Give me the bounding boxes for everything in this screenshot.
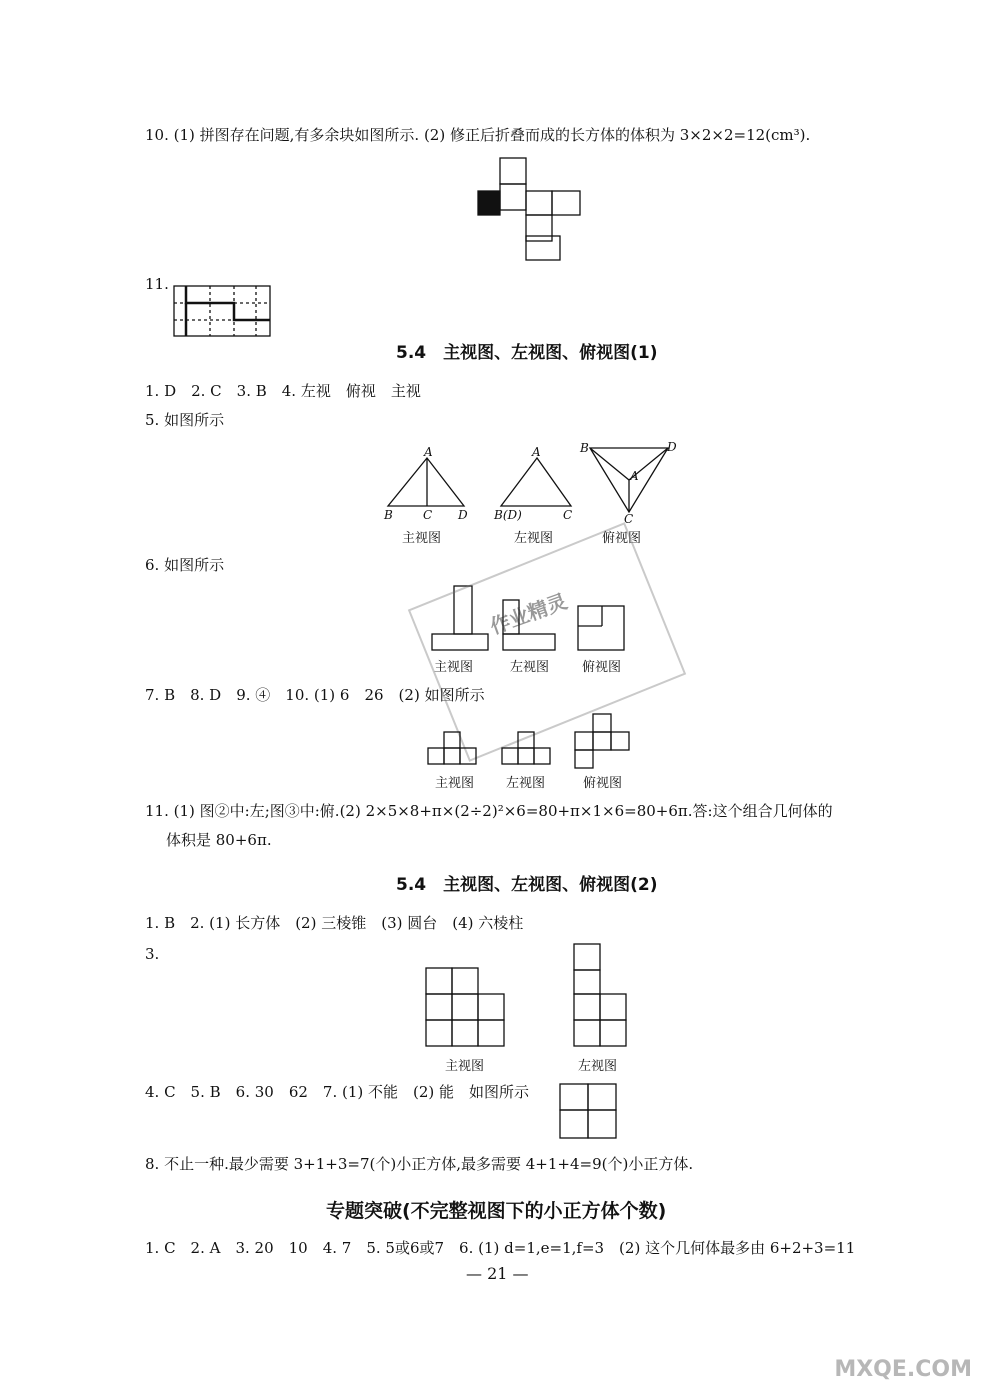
net-figure [478,158,588,260]
caption-left-2: 左视图 [510,660,550,675]
answers-2-4-7: 4. C 5. B 6. 30 62 7. (1) 不能 (2) 能 如图所示 [145,1083,530,1101]
caption-left-3: 左视图 [506,776,546,791]
answer-6: 6. 如图所示 [145,556,225,574]
front-view-triangle [388,458,466,508]
caption-front-3: 主视图 [435,776,475,791]
caption-top-1: 俯视图 [602,531,642,546]
stamp-border [408,522,686,762]
point-c-3: C [624,512,634,526]
caption-left-1: 左视图 [514,531,554,546]
q10-front-view [428,732,488,768]
answers-7-10: 7. B 8. D 9. ④ 10. (1) 6 26 (2) 如图所示 [145,686,485,704]
answer-2-3: 3. [145,945,160,963]
q3-front-view [426,944,510,1050]
section-title-3: 专题突破(不完整视图下的小正方体个数) [326,1200,667,1222]
q10-left-view [502,732,558,768]
answer-11b-line1: 11. (1) 图②中:左;图③中:俯.(2) 2×5×8+π×(2÷2)²×6=80+π×1×6=80+6π.答:这个组合几何体的 [145,802,833,820]
point-d-1: D [458,508,468,522]
point-d-3: D [667,440,677,454]
caption-top-3: 俯视图 [583,776,623,791]
answers-2-1-2: 1. B 2. (1) 长方体 (2) 三棱锥 (3) 圆台 (4) 六棱柱 [145,914,524,932]
answers-3: 1. C 2. A 3. 20 10 4. 7 5. 5或6或7 6. (1) d=1,e=1,f=3 (2) 这个几何体最多由 6+2+3=11 [145,1239,856,1257]
point-c-1: C [423,508,433,522]
q10-top-view [575,714,635,770]
q7-grid [560,1084,620,1140]
caption-front-2: 主视图 [434,660,474,675]
point-a-1: A [424,445,433,459]
answer-5: 5. 如图所示 [145,411,225,429]
caption-front-1: 主视图 [402,531,442,546]
point-b-1: B [384,508,393,522]
section-title-1: 5.4 主视图、左视图、俯视图(1) [396,343,658,363]
stamp-text: 作业精灵 [486,588,571,639]
left-view-triangle [501,458,573,508]
point-a-3: A [630,469,639,483]
answer-11: 11. [145,275,169,293]
section-title-2: 5.4 主视图、左视图、俯视图(2) [396,875,658,895]
point-a-2: A [532,445,541,459]
grid-figure [174,286,274,338]
point-c-2: C [563,508,573,522]
point-bd: B(D) [494,508,522,522]
answer-2-8: 8. 不止一种.最少需要 3+1+3=7(个)小正方体,最多需要 4+1+4=9(个)小正方体. [145,1155,694,1173]
caption-left-4: 左视图 [578,1059,618,1074]
answers-1-4: 1. D 2. C 3. B 4. 左视 俯视 主视 [145,382,421,400]
q3-left-view [574,944,634,1050]
caption-front-4: 主视图 [445,1059,485,1074]
answer-10: 10. (1) 拼图存在问题,有多余块如图所示. (2) 修正后折叠而成的长方体的体积为 3×2×2=12(cm³). [145,126,811,144]
point-b-3: B [580,441,589,455]
answer-11b-line2: 体积是 80+6π. [166,831,272,849]
caption-top-2: 俯视图 [582,660,622,675]
page-number: — 21 — [466,1264,529,1283]
watermark: MXQE.COM [834,1357,972,1382]
